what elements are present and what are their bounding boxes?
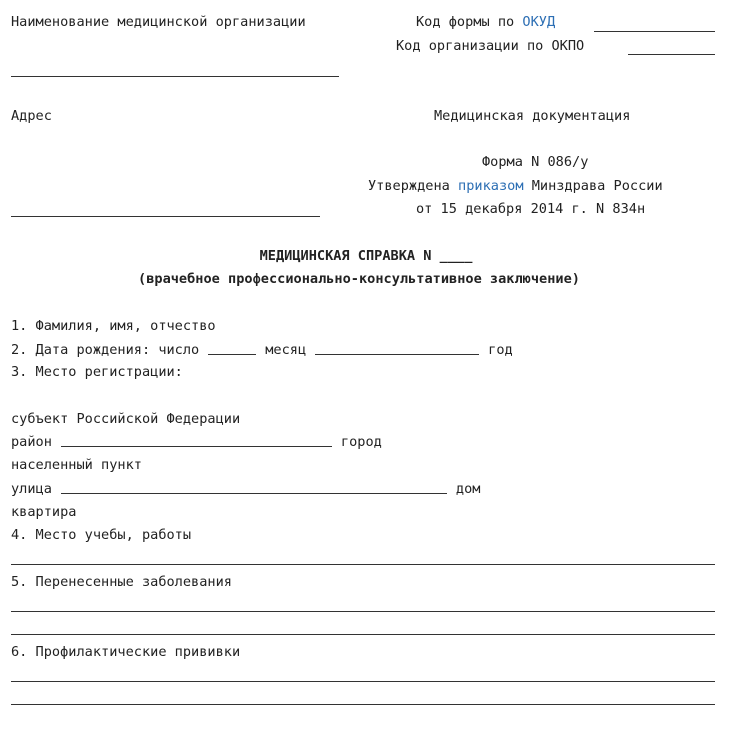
- full-name-label: 1. Фамилия, имя, отчество: [11, 318, 216, 334]
- address-label: Адрес: [11, 108, 52, 124]
- row-study-work: [11, 525, 715, 543]
- diseases-label: 5. Перенесенные заболевания: [11, 574, 232, 590]
- diseases-extra-line-1[interactable]: [11, 611, 715, 612]
- org-name-blank[interactable]: [11, 76, 339, 77]
- birth-year-label: год: [488, 342, 513, 358]
- birth-month-label: месяц: [265, 342, 307, 358]
- house-label: дом: [455, 481, 481, 497]
- district-input[interactable]: [61, 446, 332, 447]
- study-work-extra-line[interactable]: [11, 564, 715, 565]
- street-label: улица: [11, 481, 52, 497]
- region-label: субъект Российской Федерации: [11, 411, 241, 427]
- row-diseases: [11, 572, 715, 590]
- row-apartment: [11, 502, 715, 520]
- form-code-line: [416, 14, 555, 30]
- approved-prefix: Утверждена: [368, 178, 459, 194]
- address-blank[interactable]: [11, 216, 320, 217]
- form-code-prefix: Код формы по: [416, 14, 523, 30]
- row-birth-date: [11, 340, 715, 358]
- district-label: район: [11, 434, 52, 450]
- row-full-name: [11, 316, 715, 334]
- okud-link[interactable]: ОКУД: [522, 14, 556, 30]
- registration-label: 3. Место регистрации:: [11, 364, 183, 380]
- row-district: [11, 432, 715, 450]
- city-label: город: [340, 434, 382, 450]
- okud-blank[interactable]: [594, 31, 715, 32]
- vaccinations-extra-line-1[interactable]: [11, 681, 715, 682]
- street-input[interactable]: [61, 493, 447, 494]
- birth-day-input[interactable]: [208, 354, 256, 355]
- approved-suffix: Минздрава России: [523, 178, 663, 194]
- study-work-label: 4. Место учебы, работы: [11, 527, 192, 543]
- settlement-label: населенный пункт: [11, 457, 142, 473]
- birth-month-input[interactable]: [315, 354, 479, 355]
- doc-title: МЕДИЦИНСКАЯ СПРАВКА N ____: [259, 248, 473, 264]
- vaccinations-extra-line-2[interactable]: [11, 704, 715, 705]
- vaccinations-label: 6. Профилактические прививки: [11, 644, 241, 660]
- org-code-label: Код организации по ОКПО: [396, 38, 585, 54]
- approved-line: [368, 178, 663, 194]
- doc-subtitle: (врачебное профессионально-консультативное заключение): [138, 271, 580, 287]
- row-street: [11, 479, 715, 497]
- row-region: [11, 409, 715, 427]
- org-name-label: Наименование медицинской организации: [11, 14, 306, 30]
- doc-type: Медицинская документация: [434, 108, 631, 124]
- row-vaccinations: [11, 642, 715, 660]
- diseases-extra-line-2[interactable]: [11, 634, 715, 635]
- order-link[interactable]: приказом: [458, 178, 524, 194]
- approved-date: от 15 декабря 2014 г. N 834н: [416, 201, 646, 217]
- form-number: Форма N 086/у: [482, 154, 589, 170]
- birth-day-label: 2. Дата рождения: число: [11, 342, 200, 358]
- okpo-blank[interactable]: [628, 54, 715, 55]
- apartment-label: квартира: [11, 504, 77, 520]
- row-settlement: [11, 455, 715, 473]
